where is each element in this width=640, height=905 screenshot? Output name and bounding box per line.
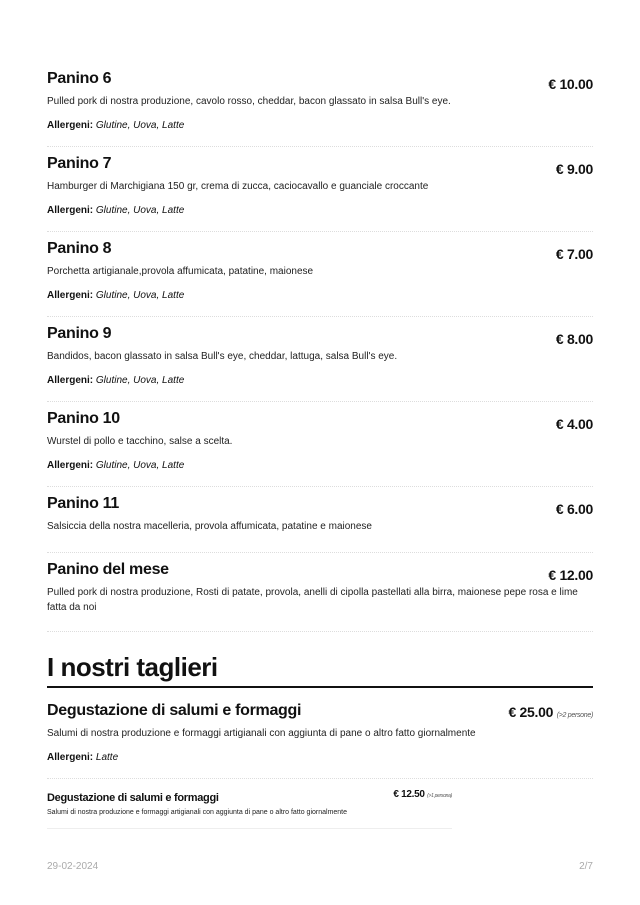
item-title: Panino 11 [47, 495, 119, 512]
item-allergens: Allergeni: Glutine, Uova, Latte [47, 120, 185, 131]
menu-item [47, 779, 452, 829]
page-number: 2/7 [579, 861, 593, 872]
menu-item [47, 487, 593, 553]
item-description: Porchetta artigianale,provola affumicata, patatine, maionese [47, 266, 314, 277]
item-price: € 4.00 [555, 416, 593, 432]
item-description: Salsiccia della nostra macelleria, provola affumicata, patatine e maionese [47, 521, 372, 532]
item-note: (>2 persone) [556, 712, 593, 719]
item-allergens: Allergeni: Latte [47, 752, 119, 763]
footer-date: 29-02-2024 [47, 861, 99, 872]
item-title: Panino del mese [47, 561, 169, 578]
item-price: € 8.00 [555, 331, 593, 347]
menu-item [47, 62, 593, 147]
page-footer [47, 861, 593, 872]
menu-content [47, 62, 593, 829]
item-description: Salumi di nostra produzione e formaggi artigianali con aggiunta di pane o altro fatto giornalmente [47, 809, 348, 816]
item-allergens: Allergeni: Glutine, Uova, Latte [47, 205, 185, 216]
item-description: Pulled pork di nostra produzione, Rosti di patate, provola, anelli di cipolla pastellati alla birra, maionese pepe rosa e lime fatta da noi [47, 587, 578, 613]
item-allergens: Allergeni: Glutine, Uova, Latte [47, 375, 185, 386]
item-price: € 25.00 (>2 persone) [508, 704, 593, 720]
item-allergens: Allergeni: Glutine, Uova, Latte [47, 460, 185, 471]
item-price: € 9.00 [555, 161, 593, 177]
item-note: (>1 persona) [427, 793, 452, 799]
menu-item [47, 402, 593, 487]
item-description: Bandidos, bacon glassato in salsa Bull's eye, cheddar, lattuga, salsa Bull's eye. [47, 351, 398, 362]
item-price: € 10.00 [548, 76, 593, 92]
item-price: € 6.00 [555, 501, 593, 517]
item-title: Panino 8 [47, 240, 112, 257]
item-description: Hamburger di Marchigiana 150 gr, crema di zucca, caciocavallo e guanciale croccante [47, 181, 429, 192]
menu-item [47, 232, 593, 317]
item-description: Wurstel di pollo e tacchino, salse a scelta. [47, 436, 233, 447]
item-allergens: Allergeni: Glutine, Uova, Latte [47, 290, 185, 301]
panini-list [47, 62, 593, 632]
menu-item [47, 317, 593, 402]
item-title: Panino 9 [47, 325, 112, 342]
item-title: Degustazione di salumi e formaggi [47, 702, 302, 719]
item-price: € 12.50 (>1 persona) [393, 789, 452, 800]
item-price: € 7.00 [555, 246, 593, 262]
menu-item [47, 147, 593, 232]
item-description: Pulled pork di nostra produzione, cavolo rosso, cheddar, bacon glassato in salsa Bull's eye. [47, 96, 451, 107]
item-description: Salumi di nostra produzione e formaggi artigianali con aggiunta di pane o altro fatto giornalmente [47, 728, 476, 739]
section-title: I nostri taglieri [47, 650, 593, 688]
item-title: Panino 7 [47, 155, 112, 172]
menu-item [47, 553, 593, 632]
item-title: Degustazione di salumi e formaggi [47, 792, 219, 804]
item-price: € 12.00 [548, 567, 593, 583]
item-title: Panino 10 [47, 410, 120, 427]
menu-item [47, 688, 593, 779]
item-title: Panino 6 [47, 70, 112, 87]
